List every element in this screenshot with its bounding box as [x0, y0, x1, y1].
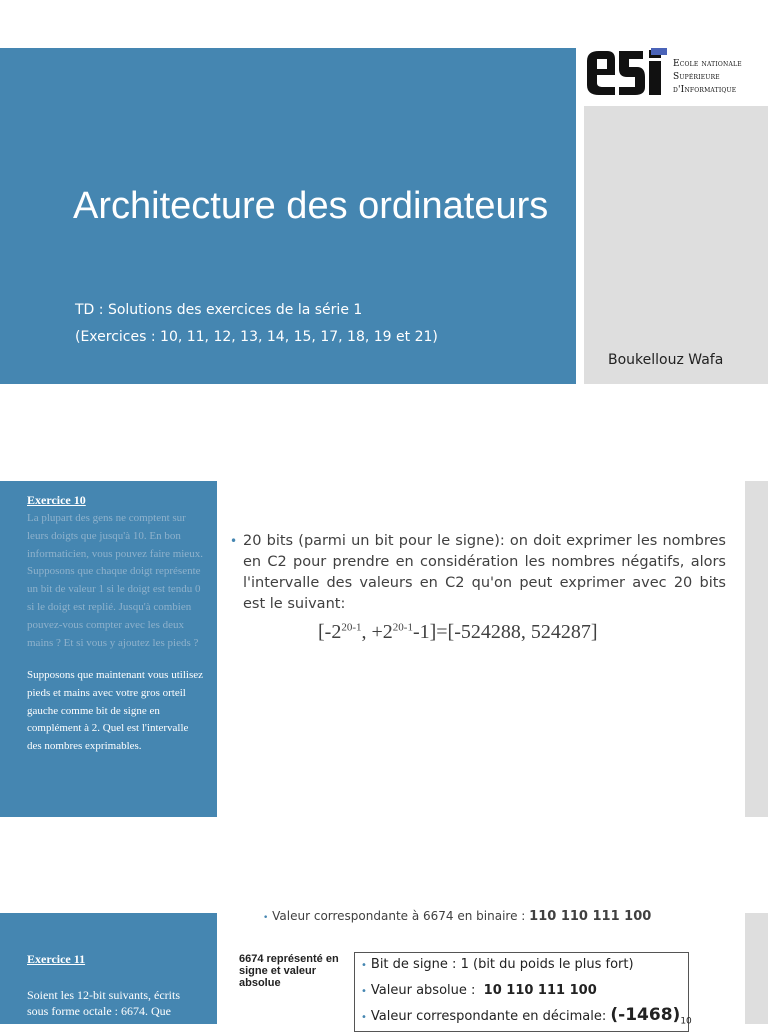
absolute-value-label: Valeur absolue :: [370, 983, 476, 998]
logo-line-3: d'Informatique: [673, 85, 737, 95]
bullet-icon: •: [263, 913, 269, 923]
decimal-value: (-1468): [610, 1005, 681, 1025]
logo-line-1: Ecole nationale: [673, 59, 742, 69]
sign-magnitude-label: 6674 représenté en signe et valeur absolue: [239, 953, 339, 989]
slide-subtitle: [75, 297, 565, 351]
exercise-11-statement: Soient les 12-bit suivants, écrits sous forme octale : 6674. Que: [27, 988, 180, 1018]
decimal-value-item: [361, 1005, 692, 1027]
exercise-10-answer-bullet: [230, 531, 726, 615]
absolute-value-item: [361, 983, 597, 998]
formula-exponent-1: 20-1: [341, 621, 362, 634]
exercise-10-statement-faded: La plupart des gens ne comptent sur leurs doigts que jusqu'à 10. En bon informaticien, vous pouvez faire mieux. Supposons que chaque doigt représente un bit de valeur 1 si le doigt est tendu 0 si le doigt est replié. Jusqu'à combien pouvez-vous compter avec les deux mains ? Et si vous y ajoutez les pieds ?: [27, 512, 203, 649]
slide-2-side-strip: [745, 481, 768, 817]
sign-bit-value: 1: [460, 957, 469, 972]
formula-mid: , +2: [361, 621, 393, 643]
sign-bit-label: Bit de signe :: [370, 957, 457, 972]
exercise-10-heading: Exercice 10: [27, 493, 86, 507]
subtitle-line-2: (Exercices : 10, 11, 12, 13, 14, 15, 17, 18, 19 et 21): [75, 329, 438, 345]
bullet-text: 20 bits (parmi un bit pour le signe): on doit exprimer les nombres en C2 pour prendre en considération les nombres négatifs, alors l'intervalle des valeurs en C2 qu'on peut exprimer avec 20 bits est le suivant:: [243, 533, 726, 612]
formula-close: -1]=[-524288, 524287]: [412, 621, 598, 643]
esi-logo-mark: [585, 47, 669, 97]
slide-title: Architecture des ordinateurs: [73, 185, 549, 227]
absolute-value: 10 110 111 100: [483, 983, 597, 998]
bullet-icon: •: [230, 534, 238, 548]
subtitle-line-1: TD : Solutions des exercices de la série 1: [75, 302, 363, 318]
logo-line-2: Supérieure: [673, 72, 720, 82]
formula-exponent-2: 20-1: [392, 621, 413, 634]
interval-formula: [318, 621, 598, 644]
sign-bit-item: [361, 957, 634, 972]
exercise-11-heading: Exercice 11: [27, 952, 86, 966]
slide-3-side-strip: [745, 913, 768, 1024]
binary-value: 110 110 111 100: [529, 909, 652, 924]
logo-text: [673, 58, 768, 97]
binary-value-bullet: [263, 909, 651, 924]
bullet-icon: •: [361, 1012, 367, 1023]
bullet-icon: •: [361, 960, 367, 971]
decimal-value-label: Valeur correspondante en décimale:: [370, 1009, 607, 1024]
sign-bit-note: (bit du poids le plus fort): [473, 957, 634, 972]
decimal-base: 10: [680, 1016, 692, 1027]
exercise-10-statement: Supposons que maintenant vous utilisez pieds et mains avec votre gros orteil gauche comme bit de signe en complément à 2. Quel est l'intervalle des nombres exprimables.: [27, 669, 203, 753]
binary-value-label: Valeur correspondante à 6674 en binaire :: [272, 909, 526, 923]
sign-magnitude-box: [354, 952, 692, 1032]
author-name: Boukellouz Wafa: [608, 352, 724, 368]
title-slide-side-panel: [584, 106, 768, 384]
formula-open: [-2: [318, 621, 342, 643]
bullet-icon: •: [361, 986, 367, 997]
